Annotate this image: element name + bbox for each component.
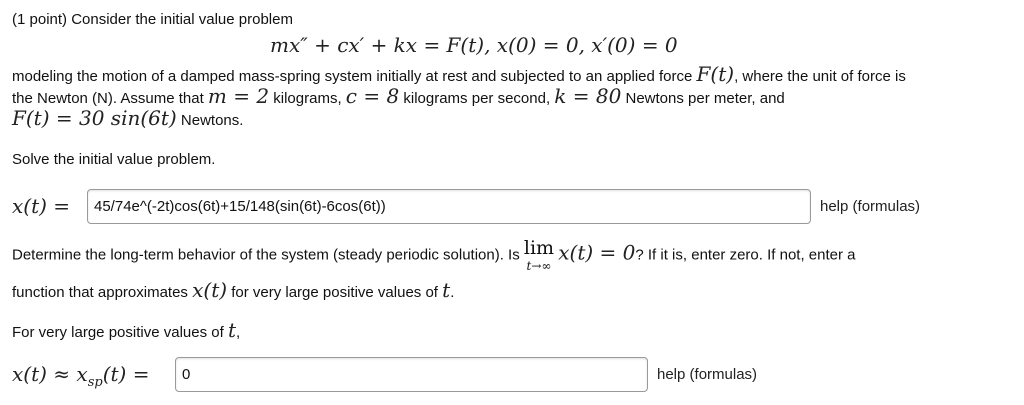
desc-text-2b: kilograms, (273, 90, 342, 107)
steady-state-input[interactable] (175, 357, 648, 392)
solve-instruction: Solve the initial value problem. (12, 151, 216, 168)
longterm-line3-a: For very large positive values of (12, 324, 224, 341)
solution-input[interactable] (87, 189, 811, 224)
applied-force-symbol: F(t) (696, 62, 735, 86)
limit-notation (524, 239, 554, 272)
longterm-question-line-2 (12, 278, 454, 302)
longterm-line2-t: t (442, 278, 451, 302)
problem-description-line-3 (12, 106, 243, 130)
desc-text-2a: the Newton (N). Assume that (12, 90, 204, 107)
problem-header: (1 point) Consider the initial value problem (12, 11, 293, 28)
longterm-line3-end: , (235, 324, 241, 341)
limit-subscript: t→∞ (526, 259, 552, 273)
longterm-text-b: ? If it is, enter zero. If not, enter a (635, 246, 856, 264)
help-formulas-link-2[interactable]: help (formulas) (657, 366, 758, 383)
limit-expression: x(t) = 0 (558, 240, 636, 265)
forcing-function: F(t) = 30 sin(6t) (12, 106, 177, 130)
answer2-label-end: (t) = (102, 362, 150, 386)
desc-text-3-end: Newtons. (180, 112, 244, 129)
problem-description-line-2 (12, 84, 785, 108)
longterm-line2-end: . (450, 284, 455, 301)
spring-constant-value: k = 80 (554, 84, 622, 108)
desc-text-1: modeling the motion of a damped mass-spring system initially at rest and subjected to an applied force (12, 68, 693, 85)
desc-text-2d: Newtons per meter, and (625, 90, 785, 107)
ivp-equation: mx″ + cx′ + kx = F(t), x(0) = 0, x′(0) = 0 (270, 33, 678, 57)
longterm-line2-b: for very large positive values of (231, 284, 438, 301)
problem-description-line-1 (12, 62, 906, 86)
help-formulas-link-1[interactable]: help (formulas) (820, 198, 921, 215)
longterm-line2-math: x(t) (192, 278, 228, 302)
desc-text-1-end: , where the unit of force is (734, 68, 906, 85)
longterm-line3-t: t (227, 318, 236, 342)
longterm-text-a: Determine the long-term behavior of the system (steady periodic solution). Is (12, 246, 520, 264)
longterm-question-line-1 (12, 239, 855, 272)
desc-text-2c: kilograms per second, (403, 90, 551, 107)
answer2-label (12, 362, 149, 390)
mass-value: m = 2 (207, 84, 270, 108)
answer2-label-main: x(t) ≈ x (12, 362, 88, 386)
answer2-label-sub: sp (87, 375, 103, 390)
answer1-label: x(t) = (12, 194, 71, 218)
longterm-question-line-3 (12, 318, 240, 342)
limit-operator: lim (523, 237, 555, 259)
longterm-line2-a: function that approximates (12, 284, 188, 301)
damping-value: c = 8 (345, 84, 400, 108)
